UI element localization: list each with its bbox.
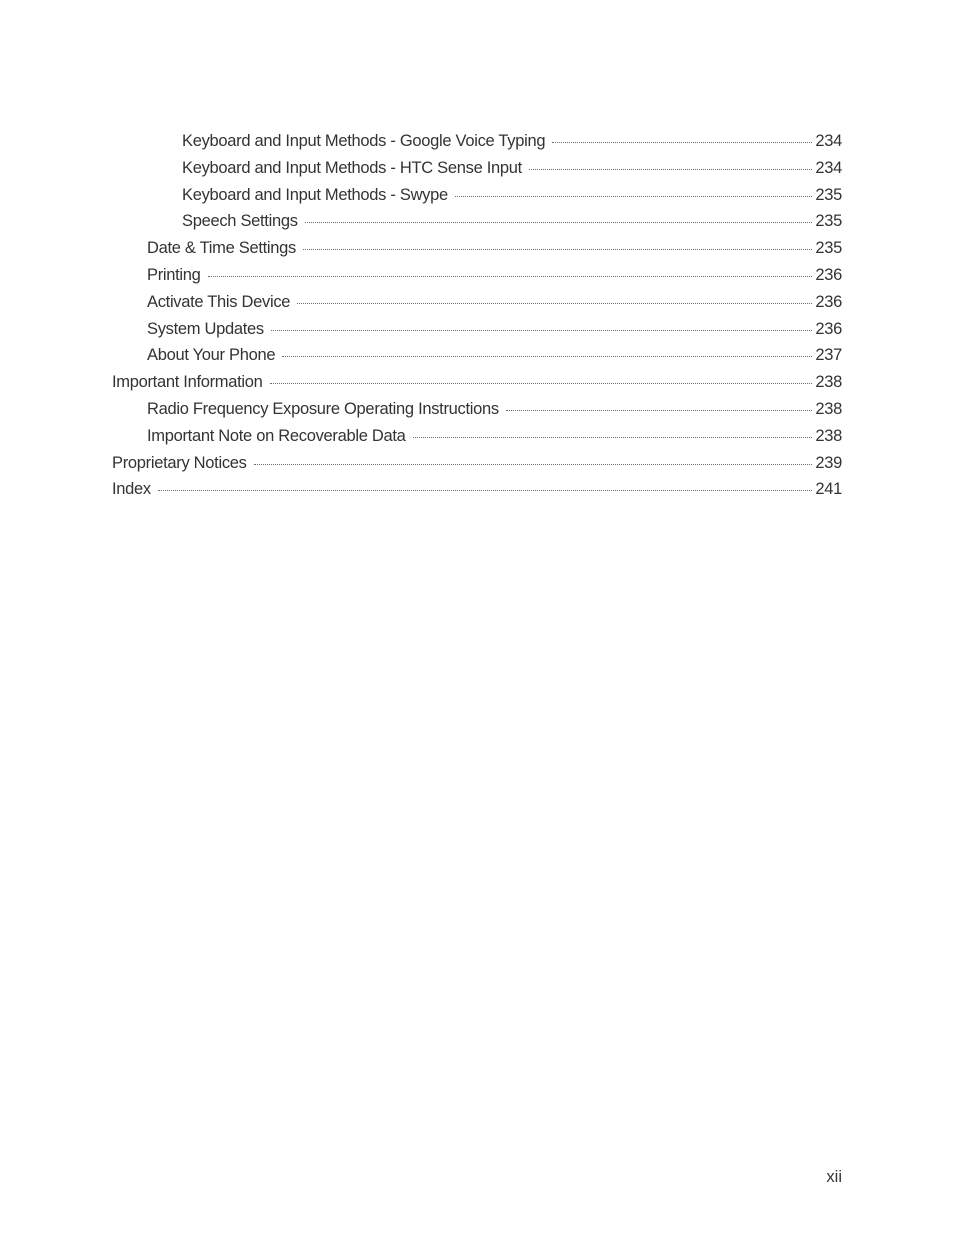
toc-entry-page: 238 bbox=[815, 399, 842, 418]
toc-dot-leader bbox=[297, 303, 812, 304]
toc-dot-leader bbox=[455, 196, 812, 197]
toc-entry[interactable] bbox=[0, 132, 954, 159]
toc-dot-leader bbox=[270, 383, 813, 384]
toc-entry[interactable] bbox=[0, 346, 954, 373]
toc-entry[interactable] bbox=[0, 320, 954, 347]
toc-entry[interactable] bbox=[0, 212, 954, 239]
toc-entry-page: 236 bbox=[815, 265, 842, 284]
toc-entry[interactable] bbox=[0, 427, 954, 454]
toc-entry-page: 235 bbox=[815, 185, 842, 204]
toc-entry-page: 239 bbox=[815, 453, 842, 472]
toc-entry-page: 238 bbox=[815, 373, 842, 392]
toc-dot-leader bbox=[158, 490, 812, 491]
toc-entry-title: Speech Settings bbox=[182, 212, 298, 231]
toc-entry-page: 235 bbox=[815, 239, 842, 258]
toc-entry[interactable] bbox=[0, 266, 954, 293]
toc-dot-leader bbox=[208, 276, 813, 277]
toc-dot-leader bbox=[413, 437, 813, 438]
toc-entry[interactable] bbox=[0, 293, 954, 320]
toc-dot-leader bbox=[254, 464, 813, 465]
toc-entry-title: System Updates bbox=[147, 319, 264, 338]
toc-entry-title: Date & Time Settings bbox=[147, 239, 296, 258]
toc-entry-title: Proprietary Notices bbox=[112, 453, 247, 472]
toc-entry[interactable] bbox=[0, 454, 954, 481]
toc-dot-leader bbox=[552, 142, 812, 143]
toc-entry[interactable] bbox=[0, 400, 954, 427]
toc-entry-title: Index bbox=[112, 480, 151, 499]
toc-entry-title: About Your Phone bbox=[147, 346, 276, 365]
toc-entry-title: Printing bbox=[147, 265, 201, 284]
toc-entry-title: Radio Frequency Exposure Operating Instructions bbox=[147, 399, 499, 418]
toc-entry-title: Keyboard and Input Methods - HTC Sense Input bbox=[182, 158, 522, 177]
toc-dot-leader bbox=[529, 169, 812, 170]
toc-dot-leader bbox=[271, 330, 813, 331]
toc-entry-page: 236 bbox=[815, 292, 842, 311]
toc-dot-leader bbox=[305, 222, 813, 223]
toc-entry-page: 236 bbox=[815, 319, 842, 338]
page-number: xii bbox=[826, 1168, 842, 1186]
toc-entry-page: 237 bbox=[815, 346, 842, 365]
toc-entry-page: 234 bbox=[815, 132, 842, 150]
toc-entry-page: 234 bbox=[815, 158, 842, 177]
toc-dot-leader bbox=[282, 356, 812, 357]
toc-entry-title: Important Information bbox=[112, 373, 263, 392]
toc-entry[interactable] bbox=[0, 186, 954, 213]
toc-entry[interactable] bbox=[0, 373, 954, 400]
toc-dot-leader bbox=[506, 410, 813, 411]
toc-entry-title: Keyboard and Input Methods - Google Voice Typing bbox=[182, 132, 546, 150]
toc-dot-leader bbox=[303, 249, 812, 250]
toc-entry-page: 238 bbox=[815, 426, 842, 445]
toc-entry-title: Important Note on Recoverable Data bbox=[147, 426, 406, 445]
toc-entry-page: 241 bbox=[815, 480, 842, 499]
toc-entry[interactable] bbox=[0, 239, 954, 266]
toc-entry-page: 235 bbox=[815, 212, 842, 231]
toc-entry-title: Activate This Device bbox=[147, 292, 291, 311]
toc-entry[interactable] bbox=[0, 480, 954, 507]
toc-entry[interactable] bbox=[0, 159, 954, 186]
table-of-contents bbox=[0, 132, 954, 507]
toc-entry-title: Keyboard and Input Methods - Swype bbox=[182, 185, 448, 204]
